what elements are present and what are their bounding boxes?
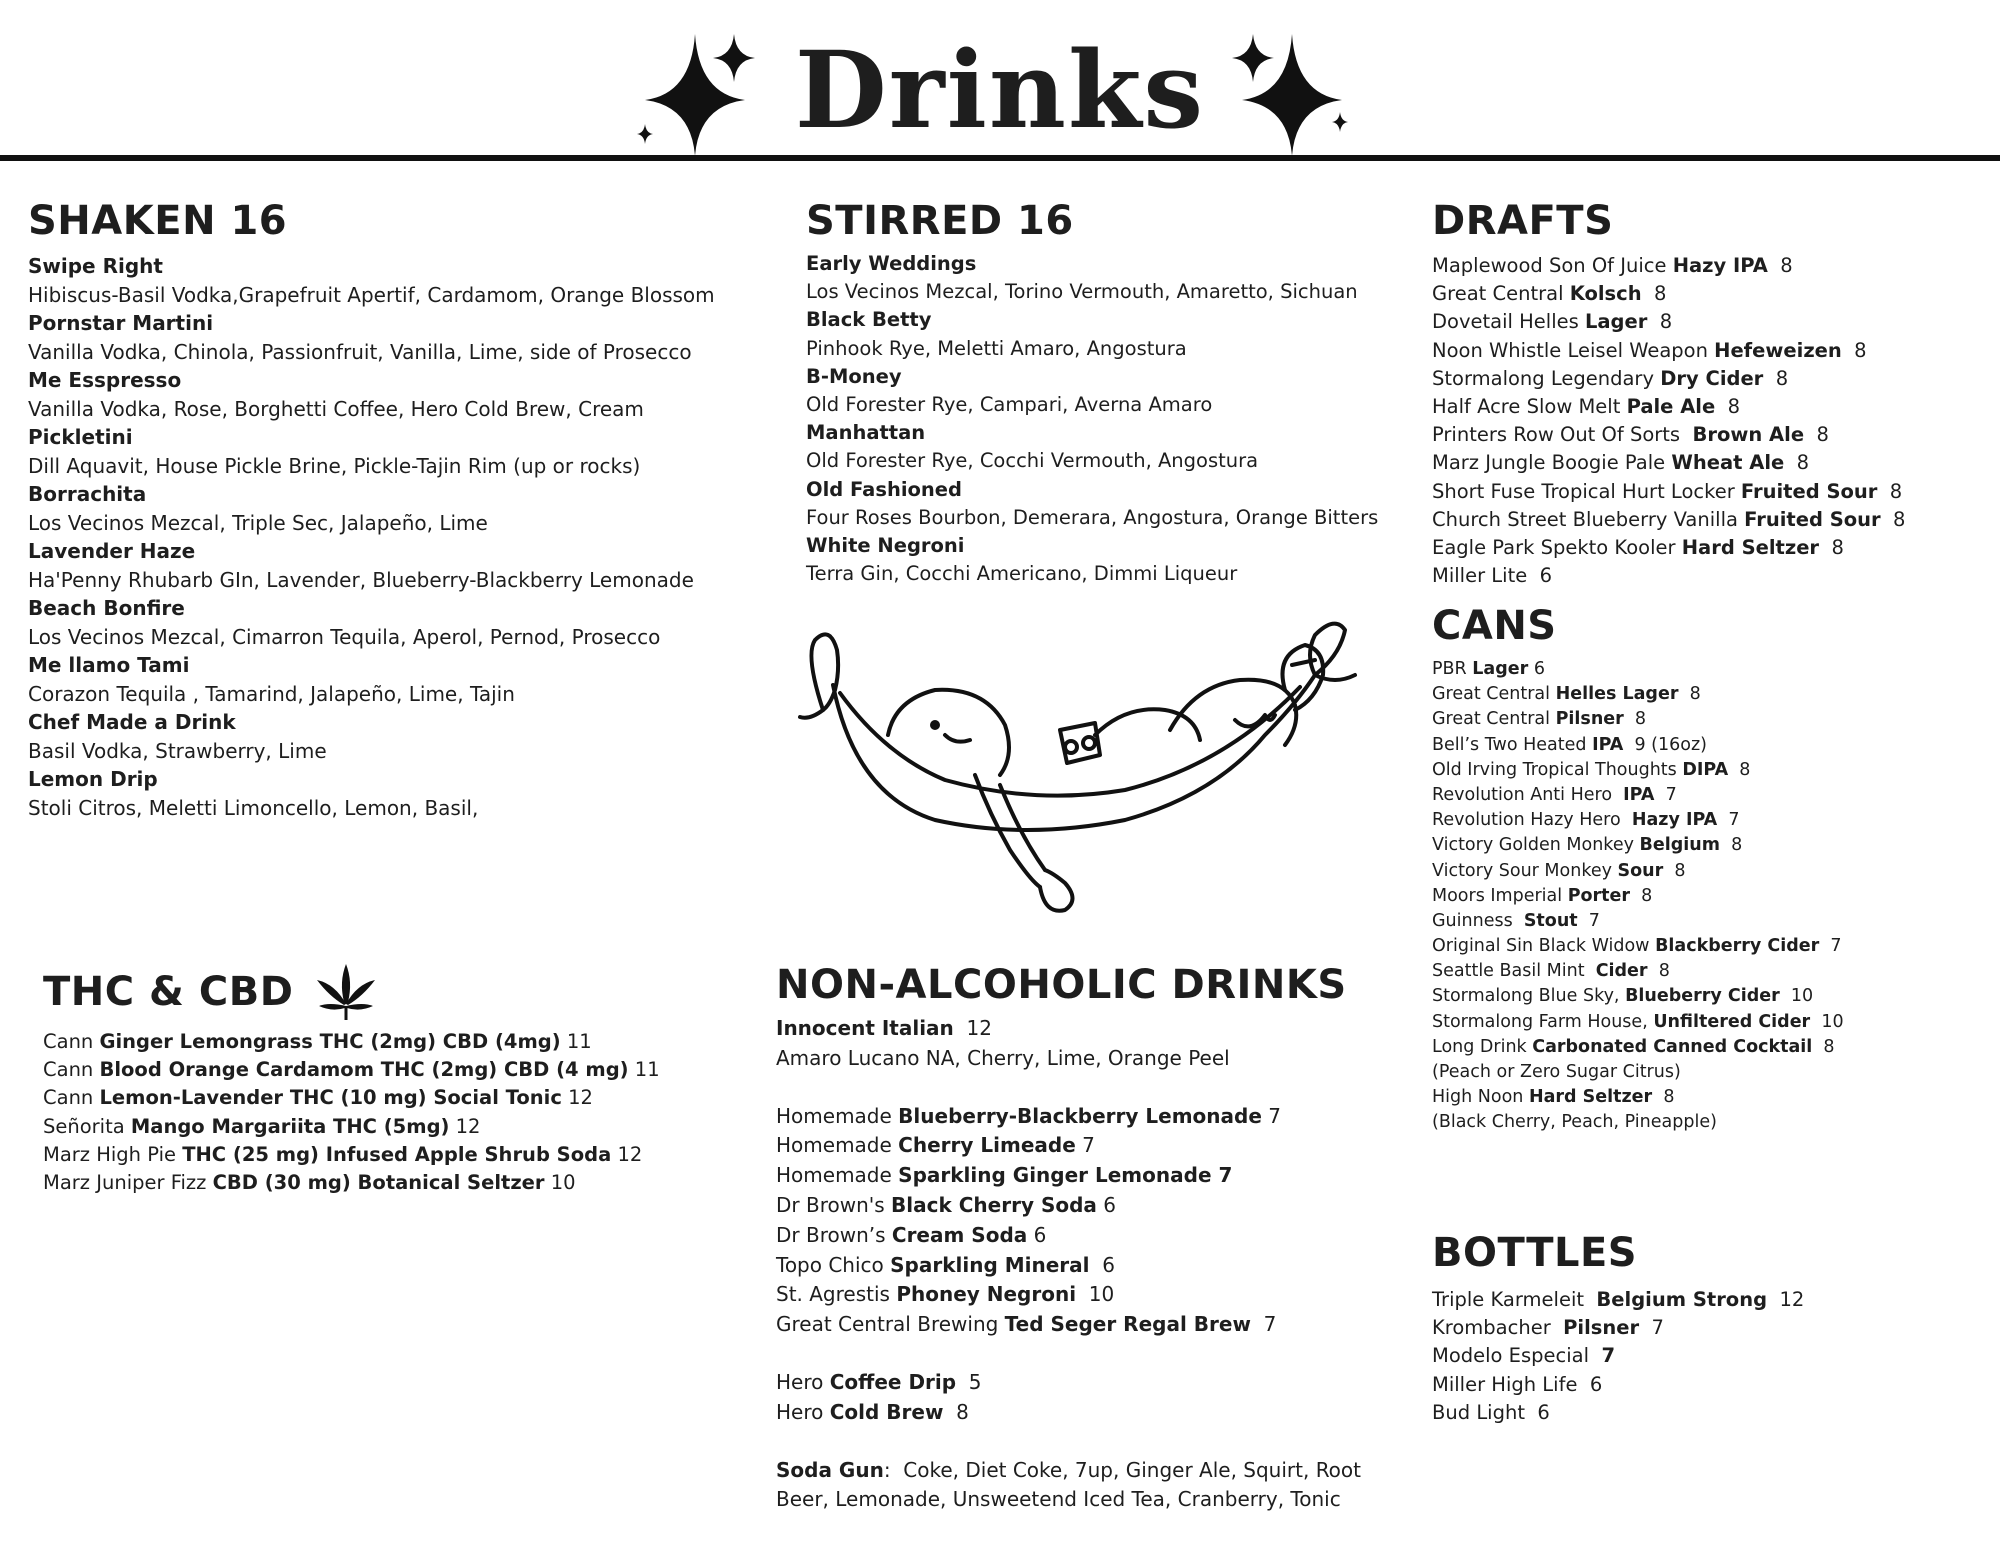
list-item — [1432, 657, 1992, 682]
list-item — [1432, 449, 1992, 477]
item-price: 8 — [1880, 507, 1906, 531]
item-style: Sparkling Ginger Lemonade 7 — [898, 1163, 1233, 1188]
item-description: Vanilla Vodka, Chinola, Passionfruit, Vanilla, Lime, side of Prosecco — [28, 339, 692, 364]
item-style: Fruited Sour — [1740, 479, 1878, 503]
item-text: Moors Imperial — [1432, 885, 1568, 906]
item-price: 8 — [1841, 338, 1867, 362]
item-name: Black Betty — [806, 308, 932, 332]
list-item — [1432, 909, 1992, 934]
item-text: (Black Cherry, Peach, Pineapple) — [1432, 1112, 1717, 1133]
item-price: 10 — [1779, 986, 1814, 1007]
item-description: Ha'Penny Rhubarb GIn, Lavender, Blueberry-Blackberry Lemonade — [28, 567, 694, 592]
item-name: Early Weddings — [806, 252, 977, 275]
item-name: B-Money — [806, 364, 902, 388]
item-text: Krombacher — [1432, 1316, 1564, 1340]
item-name: White Negroni — [806, 533, 965, 557]
item-price: 8 — [1719, 835, 1743, 856]
list-item — [1432, 534, 1992, 562]
item-style: Hefeweizen — [1714, 338, 1842, 362]
item-text: (Peach or Zero Sugar Citrus) — [1432, 1062, 1681, 1082]
item-text: Stormalong Legendary — [1432, 366, 1661, 390]
item-description: Amaro Lucano NA, Cherry, Lime, Orange Peel — [776, 1045, 1230, 1070]
list-item — [1432, 365, 1992, 393]
item-description: Vanilla Vodka, Rose, Borghetti Coffee, Hero Cold Brew, Cream — [28, 396, 644, 421]
item-price: 12 — [561, 1086, 593, 1110]
na-group1 — [776, 1102, 1416, 1340]
list-item — [1432, 421, 1992, 449]
item-price: 8 — [1819, 535, 1844, 559]
item-price: 8 — [1623, 709, 1647, 730]
item-style: CBD (30 mg) Botanical Seltzer — [212, 1170, 545, 1194]
soda-gun-label: Soda Gun — [776, 1457, 884, 1482]
item-style: Belgium — [1639, 835, 1720, 856]
item-style: Hazy IPA — [1672, 254, 1768, 277]
item-description: Pinhook Rye, Meletti Amaro, Angostura — [806, 336, 1187, 360]
list-item — [1432, 308, 1992, 336]
item-price: 7 — [1654, 784, 1677, 805]
item-text: Señorita — [43, 1114, 131, 1138]
item-style: THC (25 mg) Infused Apple Shrub Soda — [182, 1142, 612, 1166]
item-text: St. Agrestis — [776, 1282, 897, 1307]
item-text: Great Central — [1432, 684, 1556, 705]
item-style: Phoney Negroni — [896, 1282, 1077, 1307]
item-price: 8 — [1678, 684, 1701, 705]
item-name: Me llamo Tami — [28, 653, 190, 677]
list-item — [1432, 934, 1992, 959]
item-description: Basil Vodka, Strawberry, Lime — [28, 738, 327, 763]
item-text: Topo Chico — [776, 1252, 891, 1277]
list-item — [776, 1280, 1416, 1310]
item-name: Manhattan — [806, 421, 926, 445]
item-price: 12 — [953, 1016, 992, 1040]
item-price: 10 — [1076, 1282, 1115, 1307]
item-name: Me Esspresso — [28, 368, 182, 392]
list-item — [1432, 1010, 1992, 1035]
list-item — [1432, 682, 1992, 707]
item-price: 10 — [544, 1170, 576, 1194]
item-price: 8 — [1728, 759, 1751, 780]
item-name: Borrachita — [28, 482, 147, 506]
item-name: Swipe Right — [28, 254, 163, 278]
section-heading: DRAFTS — [1432, 198, 1614, 244]
item-style: Lager — [1472, 659, 1529, 679]
item-price: 8 — [1812, 1036, 1835, 1057]
item-price: 6 — [1528, 659, 1545, 679]
item-style: Pilsner — [1555, 709, 1624, 730]
list-item — [776, 1131, 1416, 1161]
item-price: 6 — [1089, 1252, 1115, 1277]
item-text: PBR — [1432, 659, 1473, 679]
list-item — [1432, 393, 1992, 421]
list-item — [1432, 1314, 1992, 1342]
item-text: Cann — [43, 1086, 100, 1110]
soda-gun-line — [776, 1456, 1416, 1486]
item-style: Sparkling Mineral — [890, 1252, 1090, 1277]
list-item — [1432, 1399, 1992, 1427]
item-text: Bell’s Two Heated — [1432, 734, 1593, 755]
item-style: Blood Orange Cardamom THC (2mg) CBD (4 mg) — [99, 1058, 629, 1082]
item-style: Unfiltered Cider — [1653, 1011, 1811, 1032]
item-price: 8 — [1663, 860, 1686, 881]
item-text: Stormalong Blue Sky, — [1432, 986, 1626, 1007]
item-name: Beach Bonfire — [28, 596, 185, 620]
item-name: Innocent Italian — [776, 1016, 954, 1040]
item-text: Old Irving Tropical Thoughts — [1432, 759, 1683, 780]
section-heading: BOTTLES — [1432, 1230, 1638, 1276]
item-style: IPA — [1592, 734, 1624, 755]
item-price: 12 — [1767, 1288, 1805, 1311]
item-name: Pornstar Martini — [28, 311, 214, 335]
item-style: Brown Ale — [1692, 423, 1805, 447]
list-item — [1432, 959, 1992, 984]
item-price: 7 — [1717, 810, 1740, 831]
list-item — [43, 1028, 763, 1056]
item-text: Modelo Especial — [1432, 1344, 1602, 1368]
non-alcoholic-list — [776, 1014, 1416, 1515]
item-price: 8 — [1647, 961, 1670, 982]
shaken-list — [28, 252, 768, 822]
item-text: Marz Juniper Fizz — [43, 1170, 213, 1194]
list-item — [1432, 808, 1992, 833]
item-text: Great Central — [1432, 282, 1570, 306]
list-item — [1432, 833, 1992, 858]
item-description: Terra Gin, Cocchi Americano, Dimmi Liqueur — [806, 562, 1238, 586]
item-style: Cold Brew — [829, 1399, 944, 1424]
item-text: Seattle Basil Mint — [1432, 961, 1596, 982]
list-item — [1432, 1371, 1992, 1399]
thc-list — [43, 1028, 763, 1197]
list-item — [776, 1191, 1416, 1221]
list-item — [1432, 984, 1992, 1009]
list-item — [776, 1221, 1416, 1251]
item-style: Blackberry Cider — [1655, 936, 1820, 957]
section-heading: SHAKEN 16 — [28, 198, 288, 244]
item-style: Porter — [1567, 885, 1631, 906]
item-style: Ginger Lemongrass THC (2mg) CBD (4mg) — [99, 1030, 561, 1053]
item-description: Corazon Tequila , Tamarind, Jalapeño, Lime, Tajin — [28, 681, 515, 706]
item-price: 10 — [1810, 1011, 1844, 1032]
list-item — [1432, 758, 1992, 783]
item-style: Belgium Strong — [1596, 1288, 1768, 1311]
drafts-section — [1432, 198, 1992, 590]
item-style: Black Cherry Soda — [891, 1192, 1097, 1217]
item-description: Stoli Citros, Meletti Limoncello, Lemon, Basil, — [28, 795, 479, 820]
item-text: Marz Jungle Boogie Pale — [1432, 451, 1672, 475]
item-text: Cann — [43, 1058, 100, 1082]
item-style: Coffee Drip — [829, 1369, 957, 1394]
list-item — [776, 1310, 1416, 1340]
item-description: Los Vecinos Mezcal, Triple Sec, Jalapeño, Lime — [28, 510, 488, 535]
item-text: Original Sin Black Widow — [1432, 936, 1656, 957]
item-text: Homemade — [776, 1103, 899, 1128]
list-item — [776, 1368, 1416, 1398]
item-text: Dr Brown's — [776, 1192, 892, 1217]
list-item — [1432, 1060, 1992, 1085]
item-text: Victory Golden Monkey — [1432, 835, 1640, 856]
thc-cbd-section — [43, 962, 763, 1197]
list-item — [1432, 859, 1992, 884]
list-item — [1432, 1286, 1992, 1314]
item-style: Pale Ale — [1626, 394, 1716, 418]
list-item — [776, 1014, 1416, 1044]
item-text: Dovetail Helles — [1432, 310, 1585, 334]
list-item — [1432, 478, 1992, 506]
list-item — [43, 1141, 763, 1169]
item-price: 7 — [1819, 936, 1842, 957]
item-text: Victory Sour Monkey — [1432, 860, 1618, 881]
item-text: Short Fuse Tropical Hurt Locker — [1432, 479, 1741, 503]
list-item — [776, 1102, 1416, 1132]
list-item — [776, 1251, 1416, 1281]
item-name: Old Fashioned — [806, 477, 962, 501]
item-style: Lager — [1584, 310, 1648, 334]
list-item — [1432, 337, 1992, 365]
item-description: Old Forester Rye, Cocchi Vermouth, Angostura — [806, 449, 1259, 473]
item-text: Guinness — [1432, 910, 1524, 931]
item-style: Dry Cider — [1660, 366, 1764, 390]
item-text: Revolution Anti Hero — [1432, 784, 1624, 805]
item-price: 6 — [1027, 1222, 1047, 1247]
item-name: Lemon Drip — [28, 767, 158, 791]
item-description: Los Vecinos Mezcal, Torino Vermouth, Amaretto, Sichuan — [806, 280, 1358, 304]
item-price: 7 — [1639, 1316, 1664, 1340]
item-text: Hero — [776, 1369, 830, 1394]
list-item — [43, 1113, 763, 1141]
item-text: Homemade — [776, 1163, 899, 1188]
list-item — [1432, 1342, 1992, 1370]
item-price: 11 — [560, 1030, 592, 1053]
sparkle-star-icon — [1230, 20, 1380, 155]
cans-section — [1432, 603, 1992, 1136]
list-item — [1432, 252, 1992, 280]
item-style: Cream Soda — [891, 1222, 1028, 1247]
list-item — [1432, 506, 1992, 534]
item-text: Homemade — [776, 1133, 899, 1158]
item-style: Carbonated Canned Cocktail — [1532, 1036, 1813, 1057]
list-item — [1432, 783, 1992, 808]
item-style: Hazy IPA — [1631, 810, 1718, 831]
item-text: Marz High Pie — [43, 1142, 183, 1166]
section-heading: THC & CBD — [43, 969, 294, 1015]
item-price: 12 — [449, 1114, 481, 1138]
header-divider — [0, 155, 2000, 161]
item-style: Cider — [1595, 961, 1648, 982]
item-text: Triple Karmeleit — [1432, 1288, 1597, 1311]
item-text: Maplewood Son Of Juice — [1432, 254, 1673, 277]
item-style: 7 — [1601, 1344, 1616, 1368]
item-text: Long Drink — [1432, 1036, 1533, 1057]
bottles-section — [1432, 1230, 1992, 1427]
soda-gun-text: : Coke, Diet Coke, 7up, Ginger Ale, Squirt, Root — [883, 1457, 1361, 1482]
item-style: Cherry Limeade — [898, 1133, 1076, 1158]
item-name: Lavender Haze — [28, 539, 196, 563]
list-item — [1432, 280, 1992, 308]
list-item — [776, 1398, 1416, 1428]
list-item — [1432, 707, 1992, 732]
item-price: 8 — [943, 1399, 969, 1424]
stirred-list — [806, 250, 1426, 588]
item-price: 9 (16oz) — [1623, 734, 1707, 755]
item-price: 7 — [1577, 910, 1600, 931]
item-description: Hibiscus-Basil Vodka,Grapefruit Apertif, Cardamom, Orange Blossom — [28, 282, 715, 307]
item-style: Kolsch — [1569, 282, 1642, 306]
list-item — [43, 1169, 763, 1197]
list-item — [1432, 562, 1992, 590]
item-price: 8 — [1784, 451, 1810, 475]
item-price: 8 — [1647, 310, 1673, 334]
item-price: 8 — [1715, 394, 1741, 418]
item-name: Pickletini — [28, 425, 133, 449]
item-price: 8 — [1652, 1087, 1675, 1108]
list-item — [776, 1161, 1416, 1191]
bottles-list — [1432, 1286, 1992, 1427]
item-price: 12 — [611, 1142, 643, 1166]
list-item — [1432, 733, 1992, 758]
list-item — [1432, 884, 1992, 909]
item-description: Los Vecinos Mezcal, Cimarron Tequila, Aperol, Pernod, Prosecco — [28, 624, 661, 649]
item-price: 8 — [1641, 282, 1667, 306]
shaken-section — [28, 198, 768, 822]
list-item — [1432, 1085, 1992, 1110]
list-item — [43, 1084, 763, 1112]
hammock-figure-illustration — [795, 615, 1375, 925]
item-style: DIPA — [1682, 759, 1729, 780]
item-style: Blueberry-Blackberry Lemonade — [898, 1103, 1262, 1128]
item-style: Helles Lager — [1555, 684, 1679, 705]
item-style: IPA — [1623, 784, 1655, 805]
item-text: Noon Whistle Leisel Weapon — [1432, 338, 1715, 362]
item-text: Stormalong Farm House, — [1432, 1011, 1654, 1032]
cannabis-leaf-icon — [315, 962, 377, 1022]
list-item — [1432, 1110, 1992, 1135]
list-item — [43, 1056, 763, 1084]
item-text: Church Street Blueberry Vanilla — [1432, 507, 1745, 531]
item-style: Hard Seltzer — [1528, 1087, 1653, 1108]
item-price: 8 — [1767, 254, 1793, 277]
drafts-list — [1432, 252, 1992, 590]
item-price: 8 — [1804, 423, 1829, 447]
item-style: Stout — [1523, 910, 1578, 931]
item-description: Four Roses Bourbon, Demerara, Angostura, Orange Bitters — [806, 505, 1379, 529]
item-text: Miller Lite 6 — [1432, 564, 1553, 588]
section-heading: NON-ALCOHOLIC DRINKS — [776, 962, 1347, 1008]
item-text: Dr Brown’s — [776, 1222, 892, 1247]
item-price: 8 — [1630, 885, 1653, 906]
item-style: Hard Seltzer — [1681, 535, 1820, 559]
item-price: 8 — [1877, 479, 1903, 503]
item-text: Great Central Brewing — [776, 1312, 1005, 1337]
item-style: Sour — [1617, 860, 1664, 881]
item-text: Great Central — [1432, 709, 1556, 730]
na-group2 — [776, 1368, 1416, 1428]
item-price: 11 — [628, 1058, 660, 1082]
stirred-section — [806, 198, 1426, 588]
item-text: Revolution Hazy Hero — [1432, 810, 1632, 831]
item-text: Miller High Life 6 — [1432, 1372, 1603, 1396]
item-text: Half Acre Slow Melt — [1432, 394, 1627, 418]
item-description: Old Forester Rye, Campari, Averna Amaro — [806, 392, 1213, 416]
list-item — [1432, 1035, 1992, 1060]
item-text: Cann — [43, 1030, 100, 1053]
non-alcoholic-section — [776, 962, 1416, 1515]
soda-gun-text: Beer, Lemonade, Unsweetend Iced Tea, Cranberry, Tonic — [776, 1487, 1341, 1512]
item-description: Dill Aquavit, House Pickle Brine, Pickle-Tajin Rim (up or rocks) — [28, 453, 641, 478]
page-title: Drinks — [794, 27, 1206, 152]
item-style: Blueberry Cider — [1625, 986, 1780, 1007]
item-price: 7 — [1075, 1133, 1095, 1158]
item-text: Printers Row Out Of Sorts — [1432, 423, 1693, 447]
item-price: 8 — [1763, 366, 1789, 390]
item-text: Bud Light 6 — [1432, 1400, 1550, 1424]
item-style: Lemon-Lavender THC (10 mg) Social Tonic — [99, 1086, 562, 1110]
item-style: Ted Seger Regal Brew — [1004, 1312, 1251, 1337]
item-price: 7 — [1250, 1312, 1277, 1337]
item-style: Wheat Ale — [1671, 451, 1785, 475]
item-style: Mango Margariita THC (5mg) — [130, 1114, 450, 1138]
item-text: Hero — [776, 1399, 830, 1424]
item-name: Chef Made a Drink — [28, 710, 236, 734]
cans-list — [1432, 657, 1992, 1136]
section-heading: CANS — [1432, 603, 1557, 649]
item-price: 5 — [956, 1369, 982, 1394]
item-style: Pilsner — [1563, 1316, 1640, 1340]
item-price: 6 — [1096, 1192, 1117, 1217]
item-text: High Noon — [1432, 1087, 1529, 1108]
item-text: Eagle Park Spekto Kooler — [1432, 535, 1682, 559]
item-style: Fruited Sour — [1744, 507, 1881, 531]
item-price: 7 — [1261, 1103, 1281, 1128]
section-heading: STIRRED 16 — [806, 198, 1074, 244]
